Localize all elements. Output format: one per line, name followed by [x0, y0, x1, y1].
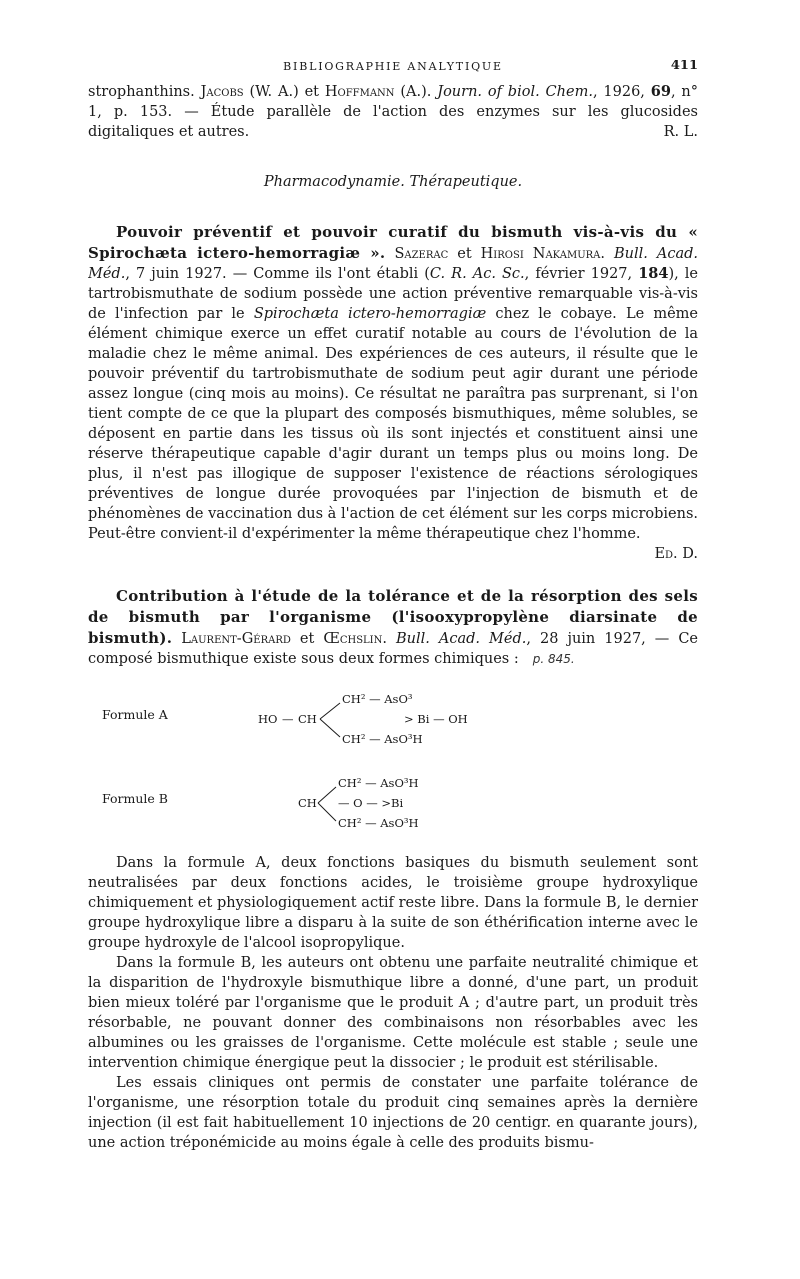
section-heading: Pharmacodynamie. Thérapeutique.	[263, 174, 523, 190]
entry0-author-1: Jacobs	[200, 84, 244, 100]
entry1-journal: Bull. Acad. Méd.	[88, 246, 698, 282]
formula-a-ch: CH	[298, 712, 317, 726]
entry1-signature: Ed. D.	[654, 546, 698, 562]
entry1-ref-volume: 184	[638, 265, 669, 282]
entry0-text: (A.).	[394, 84, 438, 100]
entry1-text: .	[600, 246, 614, 262]
formula-a-ho: HO	[258, 712, 278, 726]
entry2-author-1: Laurent-Gérard	[181, 631, 291, 647]
entry0-text: strophanthins.	[88, 84, 201, 100]
entry2-title: Contribution à l'étude de la tolérance et de la résorption des sels de bismuth par l'organisme (l'isooxypropylène diarsinate de bismuth).	[88, 587, 698, 647]
entry1-text: , février 1927,	[524, 266, 639, 282]
formula-a	[88, 685, 698, 753]
entry2-author-2: Œchslin	[323, 631, 383, 647]
running-head	[88, 60, 698, 82]
formula-a-label: Formule A	[102, 707, 168, 722]
page-number: 411	[670, 60, 698, 73]
formula-b-bond-down	[318, 803, 336, 821]
entry1-text: et	[448, 246, 481, 262]
formula-a-bond-up	[320, 703, 340, 719]
formula-b-bond-up	[318, 787, 336, 803]
formula-b-diagram	[258, 769, 558, 837]
entry2-paragraph-2: Dans la formule B, les auteurs ont obtenu une parfaite neutralité chimique et la disparition de l'hydroxyle bismuthique libre a donné, d'une part, un produit bien mieux toléré par l'organisme que le produit A ; d'autre part, un produit très résorbable, ne pouvant donner des combinaisons non résorbables avec les albumines ou les graisses de l'organisme. Cette molécule est stable ; seule une intervention chimique énergique peut la dissocier ; le produit est stérilisable.	[88, 955, 698, 1071]
entry0-text: , n° 1, p. 153. — Étude parallèle de l'action des enzymes sur les glucosides digitaliques et autres.	[88, 84, 698, 140]
document-page	[88, 60, 698, 1260]
entry1-species: Spirochæta ictero-hemorragiæ	[253, 306, 487, 322]
entry2-text: .	[382, 631, 397, 647]
formula-b-bottom-group: CH² — AsO³H	[338, 816, 419, 830]
formula-b-middle-group: — O — >Bi	[338, 796, 404, 810]
entry1-ref-journal: C. R. Ac. Sc.	[429, 266, 525, 282]
running-title: BIBLIOGRAPHIE ANALYTIQUE	[283, 60, 503, 73]
entry2-journal: Bull. Acad. Méd.	[396, 631, 527, 647]
entry0-journal: Journ. of biol. Chem.	[437, 84, 593, 100]
entry2-text: et	[290, 631, 324, 647]
entry1-title: Pouvoir préventif et pouvoir curatif du bismuth vis-à-vis du « Spirochæta ictero-hemorragiæ ».	[88, 223, 698, 262]
entry2-text	[172, 631, 181, 647]
entry2-paragraph-1: Dans la formule A, deux fonctions basiques du bismuth seulement sont neutralisées par deux fonctions acides, le troisième groupe hydroxylique chimiquement et physiologiquement actif reste libre. Dans la formule B, le dernier groupe hydroxylique libre a disparu à la suite de son éthérification interne avec le groupe hydroxyle de l'alcool isopropylique.	[88, 855, 698, 951]
entry2-paragraph-3: Les essais cliniques ont permis de constater une parfaite tolérance de l'organisme, une résorption totale du produit cinq semaines après la dernière injection (il est fait habituellement 10 injections de 20 centigr. en quarante jours), une action tréponémicide au moins égale à celle des produits bismu-	[88, 1075, 698, 1151]
formula-a-top-group: CH² — AsO³	[342, 692, 413, 706]
entry1-text: , 7 juin 1927. — Comme ils l'ont établi (	[125, 266, 430, 282]
formula-a-dash: —	[282, 712, 294, 726]
entry0-paragraph	[88, 82, 698, 142]
entry0-text: , 1926,	[592, 84, 651, 100]
entry0-text: (W. A.) et	[243, 84, 325, 100]
formula-a-bismuth: > Bi — OH	[404, 712, 468, 726]
entry0-author-2: Hoffmann	[324, 84, 395, 100]
entry1-author-1: Sazerac	[394, 246, 449, 262]
entry0-volume: 69	[650, 83, 671, 100]
formula-b-ch: CH	[298, 796, 317, 810]
formula-a-bond-down	[320, 719, 340, 737]
entry1-text: ), le tartrobismuthate de sodium possède une action préventive remarquable vis-à-vis de l'infection par le	[88, 266, 698, 322]
entry0-signature: R. L.	[663, 124, 698, 140]
entry1-paragraph	[88, 222, 698, 562]
entry2-paragraph	[88, 586, 698, 669]
formula-b	[88, 769, 698, 837]
handwritten-page-annotation: p. 845.	[532, 652, 575, 666]
formula-a-bottom-group: CH² — AsO³H	[342, 732, 423, 746]
formula-a-diagram	[258, 685, 558, 753]
formula-b-top-group: CH² — AsO³H	[338, 776, 419, 790]
entry1-text: chez le cobaye. Le même élément chimique exerce un effet curatif notable au cours de l'évolution de la maladie chez le même animal. Des expériences de ces auteurs, il résulte que le pouvoir préventif du tartrobismuthate de sodium peut agir durant une période assez longue (cinq mois au moins). Ce résultat ne paraîtra pas surprenant, si l'on tient compte de ce que la plupart des composés bismuthiques, même solubles, se déposent en partie dans les tissus où ils sont injectés et constituent ainsi une réserve thérapeutique capable d'agir durant un temps plus ou moins long. De plus, il n'est pas illogique de supposer l'existence de réactions sérologiques préventives de longue durée provoquées par l'injection de bismuth et de phénomènes de vaccination dus à l'action de cet élément sur les corps microbiens. Peut-être convient-il d'expérimenter la même thérapeutique chez l'homme.	[88, 306, 698, 542]
entry2-text: , 28 juin 1927, — Ce composé bismuthique existe sous deux formes chimiques :	[88, 631, 698, 667]
formula-b-label: Formule B	[102, 791, 168, 806]
entry1-author-2: Hirosi Nakamura	[480, 246, 601, 262]
